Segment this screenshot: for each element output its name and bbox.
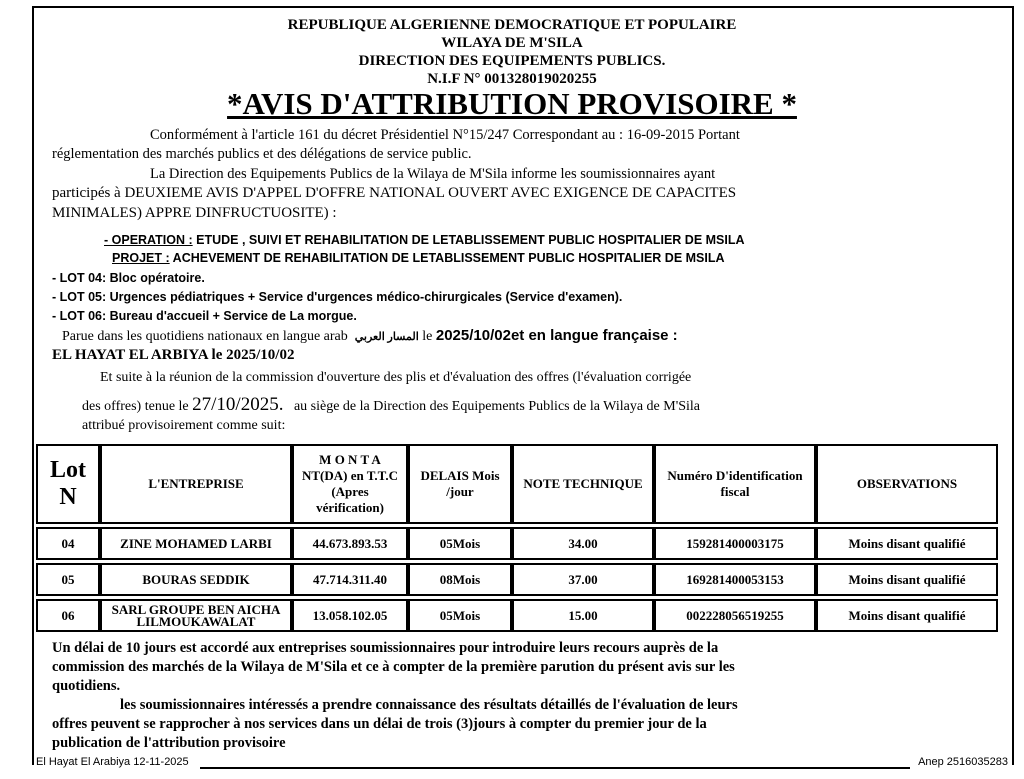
lot-item: - LOT 06: Bureau d'accueil + Service de La morgue. bbox=[52, 309, 357, 323]
closing-text: publication de l'attribution provisoire bbox=[52, 735, 286, 751]
operation-line bbox=[104, 233, 745, 247]
cell: 05Mois bbox=[408, 527, 512, 560]
intro-text: réglementation des marchés publics et des délégations de service public. bbox=[52, 146, 472, 162]
cell: 04 bbox=[36, 527, 100, 560]
cell: 002228056519255 bbox=[654, 599, 816, 632]
col-delais: DELAIS Mois /jour bbox=[408, 444, 512, 524]
closing-text: offres peuvent se rapprocher à nos services dans un délai de trois (3)jours à compter du premier jour de la bbox=[52, 716, 707, 732]
intro-text: participés à DEUXIEME AVIS D'APPEL D'OFFRE NATIONAL OUVERT AVEC EXIGENCE DE CAPACITES bbox=[52, 185, 737, 201]
cell: 34.00 bbox=[512, 527, 654, 560]
projet-label: PROJET : bbox=[112, 251, 170, 265]
cell: 05 bbox=[36, 563, 100, 596]
cell: Moins disant qualifié bbox=[816, 563, 998, 596]
parue-date: 2025/10/02et en langue française : bbox=[435, 327, 678, 344]
operation-text: ETUDE , SUIVI ET REHABILITATION DE LETABLISSEMENT PUBLIC HOSPITALIER DE MSILA bbox=[192, 233, 745, 247]
lot-item: - LOT 05: Urgences pédiatriques + Service d'urgences médico-chirurgicales (Service d'examen). bbox=[52, 290, 623, 304]
intro-text: MINIMALES) APPRE DINFRUCTUOSITE) : bbox=[52, 205, 337, 221]
table-row bbox=[36, 563, 998, 596]
cell: ZINE MOHAMED LARBI bbox=[100, 527, 292, 560]
cell: 169281400053153 bbox=[654, 563, 816, 596]
closing-text: les soumissionnaires intéressés a prendre connaissance des résultats détaillés de l'évaluation de leurs bbox=[120, 697, 738, 713]
notice-title: *AVIS D'ATTRIBUTION PROVISOIRE * bbox=[227, 86, 797, 121]
parue-line bbox=[62, 327, 678, 345]
cell: 15.00 bbox=[512, 599, 654, 632]
footer-anep-ref: Anep 2516035283 bbox=[918, 756, 1008, 768]
closing-text: commission des marchés de la Wilaya de M'Sila et ce à compter de la première parution du présent avis sur les bbox=[52, 659, 735, 675]
cell: Moins disant qualifié bbox=[816, 527, 998, 560]
col-nif: Numéro D'identification fiscal bbox=[654, 444, 816, 524]
attribution-table bbox=[36, 441, 998, 635]
table-row bbox=[36, 527, 998, 560]
cell: BOURAS SEDDIK bbox=[100, 563, 292, 596]
meeting-date: 27/10/2025. bbox=[192, 394, 284, 415]
arabic-newspaper: المسار العربي bbox=[354, 331, 419, 343]
col-lot: Lot N bbox=[36, 444, 100, 524]
header-nif: N.I.F N° 001328019020255 bbox=[427, 71, 597, 87]
french-newspaper: EL HAYAT EL ARBIYA le 2025/10/02 bbox=[52, 347, 295, 363]
header-direction: DIRECTION DES EQUIPEMENTS PUBLICS. bbox=[358, 53, 666, 69]
cell: 06 bbox=[36, 599, 100, 632]
cell: 05Mois bbox=[408, 599, 512, 632]
suite-text: Et suite à la réunion de la commission d'ouverture des plis et d'évaluation des offres (l'évaluation corrigée bbox=[100, 370, 692, 385]
intro-text: La Direction des Equipements Publics de la Wilaya de M'Sila informe les soumissionnaires ayant bbox=[150, 166, 716, 182]
projet-text: ACHEVEMENT DE REHABILITATION DE LETABLISSEMENT PUBLIC HOSPITALIER DE MSILA bbox=[169, 251, 725, 265]
cell: 44.673.893.53 bbox=[292, 527, 408, 560]
cell: 37.00 bbox=[512, 563, 654, 596]
suite-text: des offres) tenue le bbox=[82, 399, 189, 414]
operation-label: - OPERATION : bbox=[104, 233, 193, 247]
cell: 47.714.311.40 bbox=[292, 563, 408, 596]
footer-newspaper: El Hayat El Arabiya 12-11-2025 bbox=[36, 756, 189, 768]
cell: Moins disant qualifié bbox=[816, 599, 998, 632]
closing-text: quotidiens. bbox=[52, 678, 121, 694]
cell: SARL GROUPE BEN AICHA LILMOUKAWALAT bbox=[100, 599, 292, 632]
intro-text: Conformément à l'article 161 du décret Présidentiel N°15/247 Correspondant au : 16-09-2015 Portant bbox=[150, 127, 740, 143]
col-note: NOTE TECHNIQUE bbox=[512, 444, 654, 524]
col-observations: OBSERVATIONS bbox=[816, 444, 998, 524]
col-montant: M O N T A NT(DA) en T.T.C (Apres vérification) bbox=[292, 444, 408, 524]
table-header bbox=[36, 444, 998, 524]
suite-line bbox=[82, 394, 700, 416]
table-row bbox=[36, 599, 998, 632]
parue-le: le bbox=[422, 329, 433, 344]
projet-line bbox=[112, 251, 725, 265]
cell: 13.058.102.05 bbox=[292, 599, 408, 632]
suite-text: attribué provisoirement comme suit: bbox=[82, 418, 286, 433]
header-wilaya: WILAYA DE M'SILA bbox=[441, 35, 583, 51]
closing-text: Un délai de 10 jours est accordé aux entreprises soumissionnaires pour introduire leurs recours auprès de la bbox=[52, 640, 719, 656]
parue-text: Parue dans les quotidiens nationaux en langue arab bbox=[62, 329, 348, 344]
cell: 159281400003175 bbox=[654, 527, 816, 560]
cell: 08Mois bbox=[408, 563, 512, 596]
lot-item: - LOT 04: Bloc opératoire. bbox=[52, 271, 205, 285]
suite-text: au siège de la Direction des Equipements Publics de la Wilaya de M'Sila bbox=[293, 399, 700, 414]
col-entreprise: L'ENTREPRISE bbox=[100, 444, 292, 524]
footer-rule bbox=[200, 767, 910, 769]
header-republic: REPUBLIQUE ALGERIENNE DEMOCRATIQUE ET POPULAIRE bbox=[287, 17, 737, 33]
